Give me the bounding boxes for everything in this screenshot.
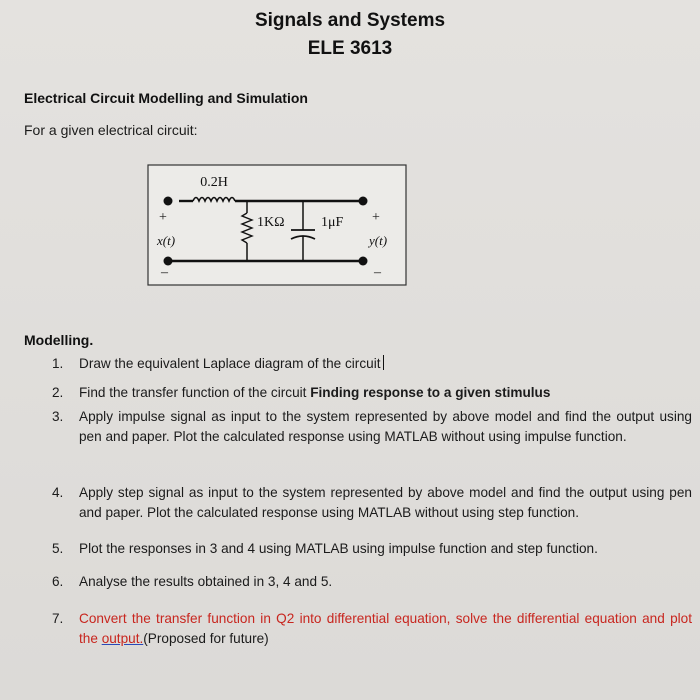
list-item — [52, 383, 692, 403]
circuit-svg — [147, 164, 407, 286]
list-number: 7. — [52, 611, 64, 626]
list-number: 5. — [52, 541, 64, 556]
list-text: Apply step signal as input to the system represented by above model and find the output using pen and paper. Plot the calculated response using MATLAB without using step function. — [79, 485, 692, 520]
capacitor-label: 1μF — [321, 215, 344, 230]
list-number: 4. — [52, 485, 64, 500]
list-item — [52, 407, 692, 446]
resistor-label: 1KΩ — [257, 215, 285, 230]
text-cursor — [383, 355, 384, 370]
list-text-content: Draw the equivalent Laplace diagram of the circuit — [79, 356, 381, 371]
list-text-content: Find the transfer function of the circuit — [79, 385, 311, 400]
modelling-heading: Modelling. — [24, 332, 94, 348]
circuit-diagram — [147, 164, 407, 286]
output-plus-sign: + — [372, 210, 380, 225]
list-number: 3. — [52, 409, 64, 424]
list-item — [52, 354, 692, 374]
list-text: Plot the responses in 3 and 4 using MATLAB using impulse function and step function. — [79, 541, 598, 556]
list-number: 2. — [52, 385, 64, 400]
document-title: Signals and Systems — [254, 10, 446, 31]
list-number: 1. — [52, 356, 64, 371]
list-text — [79, 609, 692, 648]
subheading-inline: Finding response to a given stimulus — [310, 385, 551, 400]
course-code: ELE 3613 — [307, 38, 393, 59]
note-text: (Proposed for future) — [143, 630, 269, 646]
list-item — [52, 483, 692, 522]
output-terminal-bottom — [359, 257, 368, 266]
list-text — [79, 354, 692, 374]
input-minus-sign: – — [161, 265, 168, 280]
list-text: Analyse the results obtained in 3, 4 and 5. — [79, 574, 333, 589]
input-plus-sign: + — [159, 210, 167, 225]
section-intro: For a given electrical circuit: — [24, 122, 198, 138]
red-text: Convert the transfer function in Q2 into differential equation, solve the differential equation and plot the — [79, 611, 692, 646]
output-terminal-top — [359, 197, 368, 206]
list-number: 6. — [52, 574, 64, 589]
input-terminal-top — [164, 197, 173, 206]
list-item — [52, 572, 692, 592]
list-item — [52, 539, 692, 559]
inductor-label: 0.2H — [200, 175, 228, 190]
input-signal-label: x(t) — [157, 233, 176, 248]
list-text: Apply impulse signal as input to the system represented by above model and find the output using pen and paper. Plot the calculated response using MATLAB without using impulse function. — [79, 409, 692, 444]
output-signal-label: y(t) — [369, 233, 388, 248]
section-heading: Electrical Circuit Modelling and Simulation — [24, 90, 308, 106]
list-item — [52, 609, 692, 648]
list-text — [79, 383, 692, 403]
output-minus-sign: – — [374, 265, 381, 280]
underlined-text: output. — [101, 630, 144, 646]
